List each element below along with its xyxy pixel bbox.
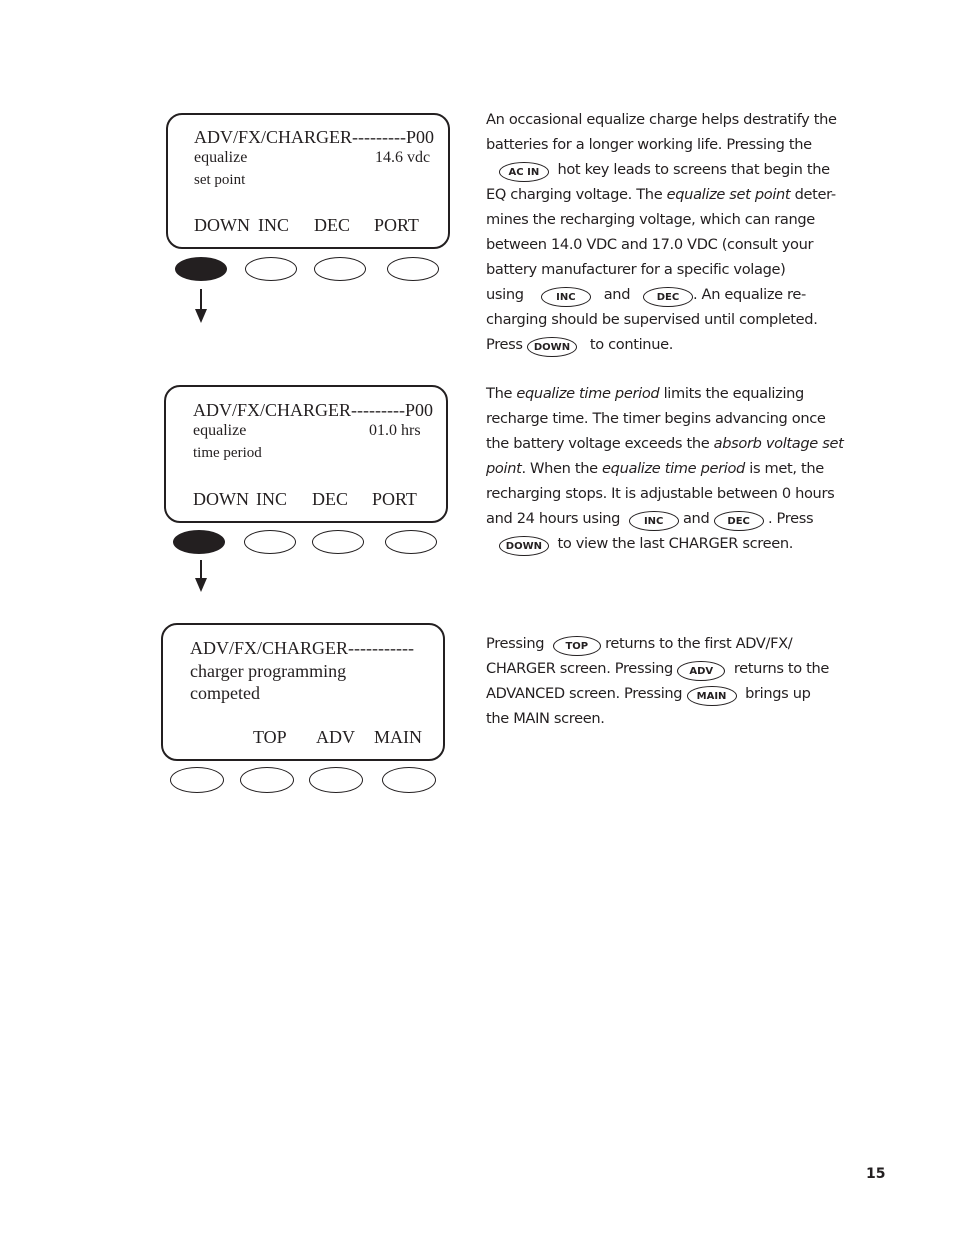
text-line: An occasional equalize charge helps destratify the <box>486 111 837 128</box>
text-line: between 14.0 VDC and 17.0 VDC (consult your <box>486 236 814 253</box>
paragraph-equalize-set-point <box>486 107 837 357</box>
softkey-button-3[interactable] <box>314 257 366 281</box>
lcd-screen-equalize-time-period <box>164 385 448 523</box>
dec-key-icon: DEC <box>714 511 764 531</box>
softkey-label-dec: DEC <box>314 215 350 235</box>
lcd-line1: charger programming <box>190 661 347 681</box>
top-key-icon: TOP <box>553 636 601 656</box>
text-line <box>486 456 831 481</box>
down-key-icon: DOWN <box>527 337 577 357</box>
softkey-button-4[interactable] <box>387 257 439 281</box>
softkey-label-down: DOWN <box>194 215 250 235</box>
text-span: Pressing <box>486 635 545 652</box>
text-span: and <box>603 286 631 303</box>
text-line <box>486 157 831 182</box>
inc-key-icon: INC <box>629 511 679 531</box>
text-line: charging should be supervised until completed. <box>486 311 818 328</box>
lcd-label-line2: time period <box>193 445 262 461</box>
paragraph-navigation <box>486 631 831 731</box>
text-span-italic: point <box>486 460 522 477</box>
lcd-header: ADV/FX/CHARGER---------P00 <box>193 400 433 420</box>
dec-key-icon: DEC <box>643 287 693 307</box>
ac-in-key-icon: AC IN <box>499 162 549 182</box>
text-span: CHARGER screen. Pressing <box>486 660 673 677</box>
lcd-line2: competed <box>190 683 260 703</box>
text-span: returns to the first ADV/FX/ <box>605 635 793 652</box>
down-key-icon: DOWN <box>499 536 549 556</box>
softkey-button-1[interactable] <box>173 530 225 554</box>
text-span: returns to the <box>733 660 830 677</box>
text-line: the MAIN screen. <box>486 710 605 727</box>
down-arrow-icon <box>194 289 208 325</box>
softkey-button-3[interactable] <box>309 767 363 793</box>
softkey-button-1[interactable] <box>175 257 227 281</box>
lcd-label-line2: set point <box>194 172 246 188</box>
softkey-label-inc: INC <box>256 489 287 509</box>
adv-key-icon: ADV <box>677 661 725 681</box>
text-line: battery manufacturer for a specific volage) <box>486 261 786 278</box>
softkey-button-2[interactable] <box>244 530 296 554</box>
text-line <box>486 531 831 556</box>
paragraph-equalize-time-period <box>486 381 844 556</box>
text-span: using <box>486 286 524 303</box>
softkey-label-down: DOWN <box>193 489 249 509</box>
text-span: to view the last CHARGER screen. <box>557 535 794 552</box>
text-span: the battery voltage exceeds the <box>486 435 714 452</box>
text-line: mines the recharging voltage, which can range <box>486 211 815 228</box>
text-line: recharging stops. It is adjustable between 0 hours <box>486 485 835 502</box>
text-span-italic: equalize time period <box>516 385 660 402</box>
text-span: ADVANCED screen. Pressing <box>486 685 683 702</box>
text-span: and 24 hours using <box>486 510 621 527</box>
lcd-value: 14.6 vdc <box>375 149 431 166</box>
text-line <box>486 431 844 456</box>
lcd-label-line1: equalize <box>193 422 247 439</box>
softkey-button-4[interactable] <box>382 767 436 793</box>
text-line <box>486 182 836 207</box>
text-line <box>486 656 831 681</box>
text-span: brings up <box>745 685 811 702</box>
text-span: EQ charging voltage. The <box>486 186 667 203</box>
softkey-label-port: PORT <box>374 215 419 235</box>
softkey-button-1[interactable] <box>170 767 224 793</box>
text-line <box>486 282 831 307</box>
text-span-italic: equalize set point <box>666 186 791 203</box>
softkey-button-2[interactable] <box>245 257 297 281</box>
page-number: 15 <box>866 1166 886 1182</box>
text-span: hot key leads to screens that begin the <box>557 161 830 178</box>
softkey-button-4[interactable] <box>385 530 437 554</box>
text-span: to continue. <box>589 336 674 353</box>
text-span: Press <box>486 336 523 353</box>
inc-key-icon: INC <box>541 287 591 307</box>
softkey-label-adv: ADV <box>316 727 355 747</box>
lcd-header: ADV/FX/CHARGER---------P00 <box>194 127 434 147</box>
main-key-icon: MAIN <box>687 686 737 706</box>
lcd-screen-equalize-set-point <box>166 113 450 249</box>
down-arrow-icon <box>194 560 208 594</box>
softkey-label-main: MAIN <box>374 727 422 747</box>
text-line <box>486 506 831 531</box>
text-span: deter- <box>790 186 836 203</box>
text-line: recharge time. The timer begins advancing once <box>486 410 826 427</box>
lcd-screen-charger-programming-completed <box>161 623 445 761</box>
lcd-value: 01.0 hrs <box>369 422 421 439</box>
text-span: The <box>486 385 517 402</box>
lcd-label-line1: equalize <box>194 149 248 166</box>
softkey-label-dec: DEC <box>312 489 348 509</box>
text-span: limits the equalizing <box>659 385 804 402</box>
text-span: is met, the <box>744 460 824 477</box>
text-span: . When the <box>521 460 603 477</box>
text-line <box>486 681 831 706</box>
text-line <box>486 381 831 406</box>
text-span: . Press <box>767 510 814 527</box>
softkey-button-2[interactable] <box>240 767 294 793</box>
text-line <box>486 631 831 656</box>
text-span-italic: equalize time period <box>602 460 745 477</box>
text-span: . An equalize re- <box>692 286 806 303</box>
text-line: batteries for a longer working life. Pressing the <box>486 136 812 153</box>
lcd-header: ADV/FX/CHARGER----------- <box>190 638 414 658</box>
text-span: and <box>682 510 710 527</box>
softkey-label-port: PORT <box>372 489 417 509</box>
softkey-label-inc: INC <box>258 215 289 235</box>
softkey-label-top: TOP <box>253 727 287 747</box>
text-line <box>486 332 831 357</box>
softkey-button-3[interactable] <box>312 530 364 554</box>
text-span-italic: absorb voltage set <box>713 435 844 452</box>
